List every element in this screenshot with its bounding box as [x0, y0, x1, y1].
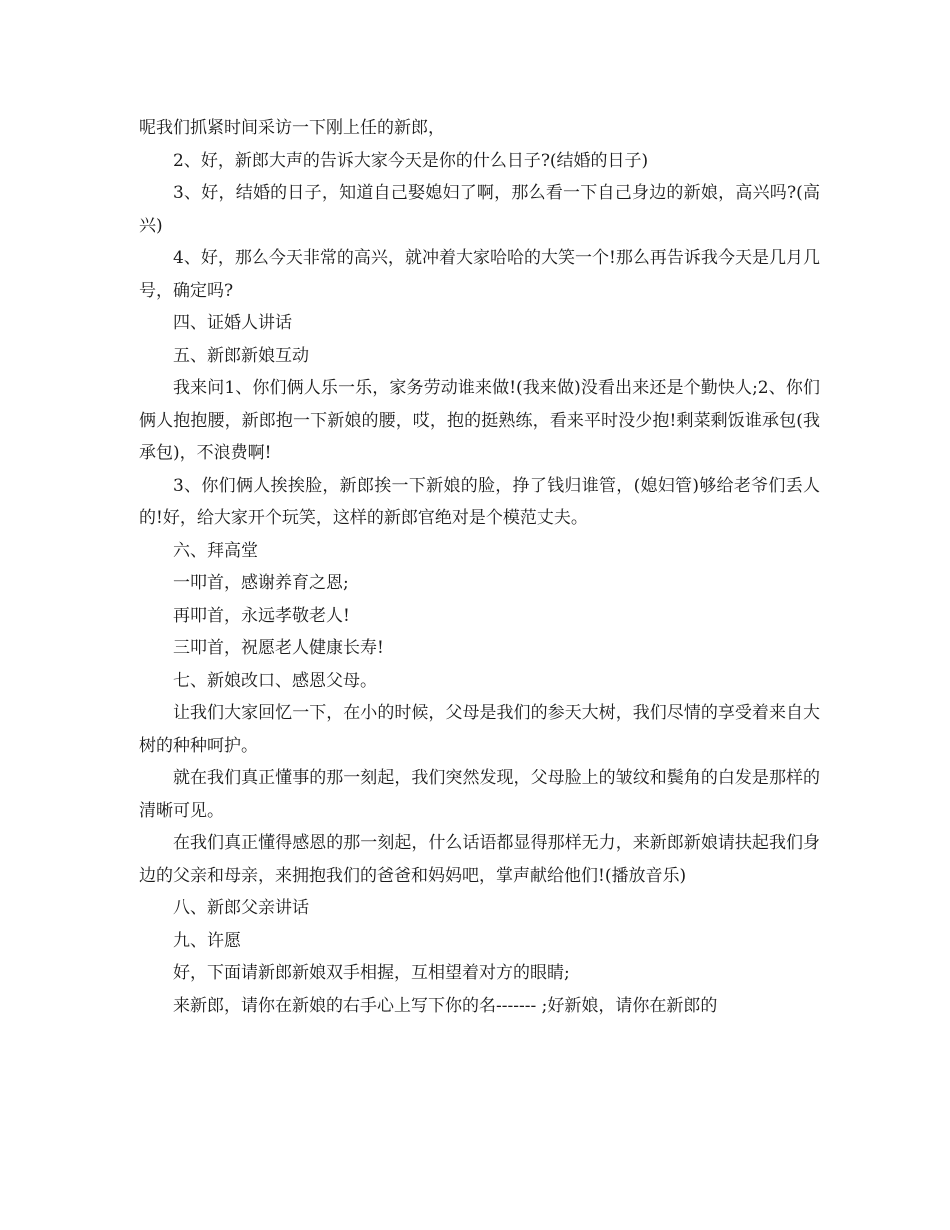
paragraph-hold-hands: 好，下面请新郎新娘双手相握，互相望着对方的眼睛;	[173, 963, 570, 983]
section-heading-thank-parents: 七、新娘改口、感恩父母。	[173, 670, 377, 691]
section-heading-bow-to-parents: 六、拜高堂	[173, 540, 258, 561]
paragraph-interview-intro: 呢我们抓紧时间采访一下刚上任的新郎，	[139, 118, 445, 138]
paragraph-second-bow: 再叩首，永远孝敬老人!	[173, 605, 350, 626]
paragraph-interaction-3: 3、你们俩人挨挨脸，新郎挨一下新娘的脸，挣了钱归谁管，(媳妇管)够给老爷们丢人的!好，给大家开个玩笑，这样的新郎官绝对是个模范丈夫。	[139, 475, 820, 528]
paragraph-third-bow: 三叩首，祝愿老人健康长寿!	[173, 638, 384, 658]
paragraph-interaction-1-2: 我来问1、你们俩人乐一乐，家务劳动谁来做!(我来做)没看出来还是个勤快人;2、你们俩人抱抱腰，新郎抱一下新娘的腰，哎，抱的挺熟练，看来平时没少抱!剩菜剩饭谁承包(我承包)，不浪费啊!	[139, 378, 820, 463]
paragraph-gratitude: 在我们真正懂得感恩的那一刻起，什么话语都显得那样无力，来新郎新娘请扶起我们身边的父亲和母亲，来拥抱我们的爸爸和妈妈吧，掌声献给他们!(播放音乐)	[139, 833, 820, 886]
paragraph-question-2: 2、好，新郎大声的告诉大家今天是你的什么日子?(结婚的日子)	[173, 150, 649, 171]
paragraph-first-bow: 一叩首，感谢养育之恩;	[173, 573, 349, 593]
section-heading-father-speech: 八、新郎父亲讲话	[173, 898, 309, 918]
paragraph-childhood-memory: 让我们大家回忆一下，在小的时候，父母是我们的参天大树，我们尽情的享受着来自大树的种种呵护。	[139, 703, 820, 756]
paragraph-understanding: 就在我们真正懂事的那一刻起，我们突然发现，父母脸上的皱纹和鬓角的白发是那样的清晰可见。	[139, 768, 820, 821]
section-heading-witness-speech: 四、证婚人讲话	[173, 313, 292, 333]
paragraph-write-name: 来新郎，请你在新娘的右手心上写下你的名------- ;好新娘，请你在新郎的	[173, 995, 718, 1016]
paragraph-question-4: 4、好，那么今天非常的高兴，就冲着大家哈哈的大笑一个!那么再告诉我今天是几月几号，确定吗?	[139, 248, 820, 301]
paragraph-question-3: 3、好，结婚的日子，知道自己娶媳妇了啊，那么看一下自己身边的新娘，高兴吗?(高兴)	[139, 183, 820, 236]
document-body	[139, 112, 820, 1022]
section-heading-wish: 九、许愿	[173, 930, 241, 951]
section-heading-couple-interaction: 五、新郎新娘互动	[173, 345, 309, 366]
